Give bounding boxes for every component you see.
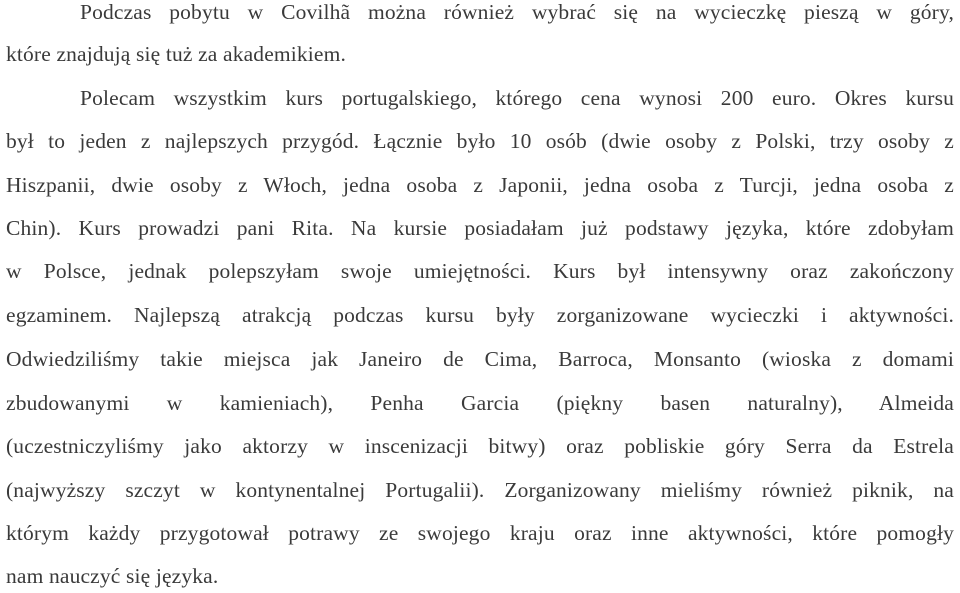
paragraph-2-line-2: był to jeden z najlepszych przygód. Łącznie było 10 osób (dwie osoby z Polski, trzy osoby z bbox=[6, 129, 954, 153]
paragraph-2-line-7: Odwiedziliśmy takie miejsca jak Janeiro de Cima, Barroca, Monsanto (wioska z domami bbox=[6, 347, 954, 371]
paragraph-2-line-11: którym każdy przygotował potrawy ze swojego kraju oraz inne aktywności, które pomogły bbox=[6, 521, 954, 545]
paragraph-2-line-8: zbudowanymi w kamieniach), Penha Garcia (piękny basen naturalny), Almeida bbox=[6, 391, 954, 415]
paragraph-2-line-9: (uczestniczyliśmy jako aktorzy w inscenizacji bitwy) oraz pobliskie góry Serra da Estrela bbox=[6, 434, 954, 458]
paragraph-1-line-1: Podczas pobytu w Covilhã można również wybrać się na wycieczkę pieszą w góry, bbox=[80, 0, 954, 24]
paragraph-2-line-4: Chin). Kurs prowadzi pani Rita. Na kursie posiadałam już podstawy języka, które zdobyłam bbox=[6, 216, 954, 240]
paragraph-2-line-10: (najwyższy szczyt w kontynentalnej Portugalii). Zorganizowany mieliśmy również piknik, na bbox=[6, 478, 954, 502]
paragraph-2-line-6: egzaminem. Najlepszą atrakcją podczas kursu były zorganizowane wycieczki i aktywności. bbox=[6, 303, 954, 327]
paragraph-2-line-3: Hiszpanii, dwie osoby z Włoch, jedna osoba z Japonii, jedna osoba z Turcji, jedna osoba z bbox=[6, 173, 954, 197]
paragraph-2-line-1: Polecam wszystkim kurs portugalskiego, którego cena wynosi 200 euro. Okres kursu bbox=[80, 86, 954, 110]
paragraph-1-line-2: które znajdują się tuż za akademikiem. bbox=[6, 42, 346, 66]
paragraph-2-line-5: w Polsce, jednak polepszyłam swoje umiejętności. Kurs był intensywny oraz zakończony bbox=[6, 259, 954, 283]
paragraph-2-line-12: nam nauczyć się języka. bbox=[6, 564, 219, 588]
